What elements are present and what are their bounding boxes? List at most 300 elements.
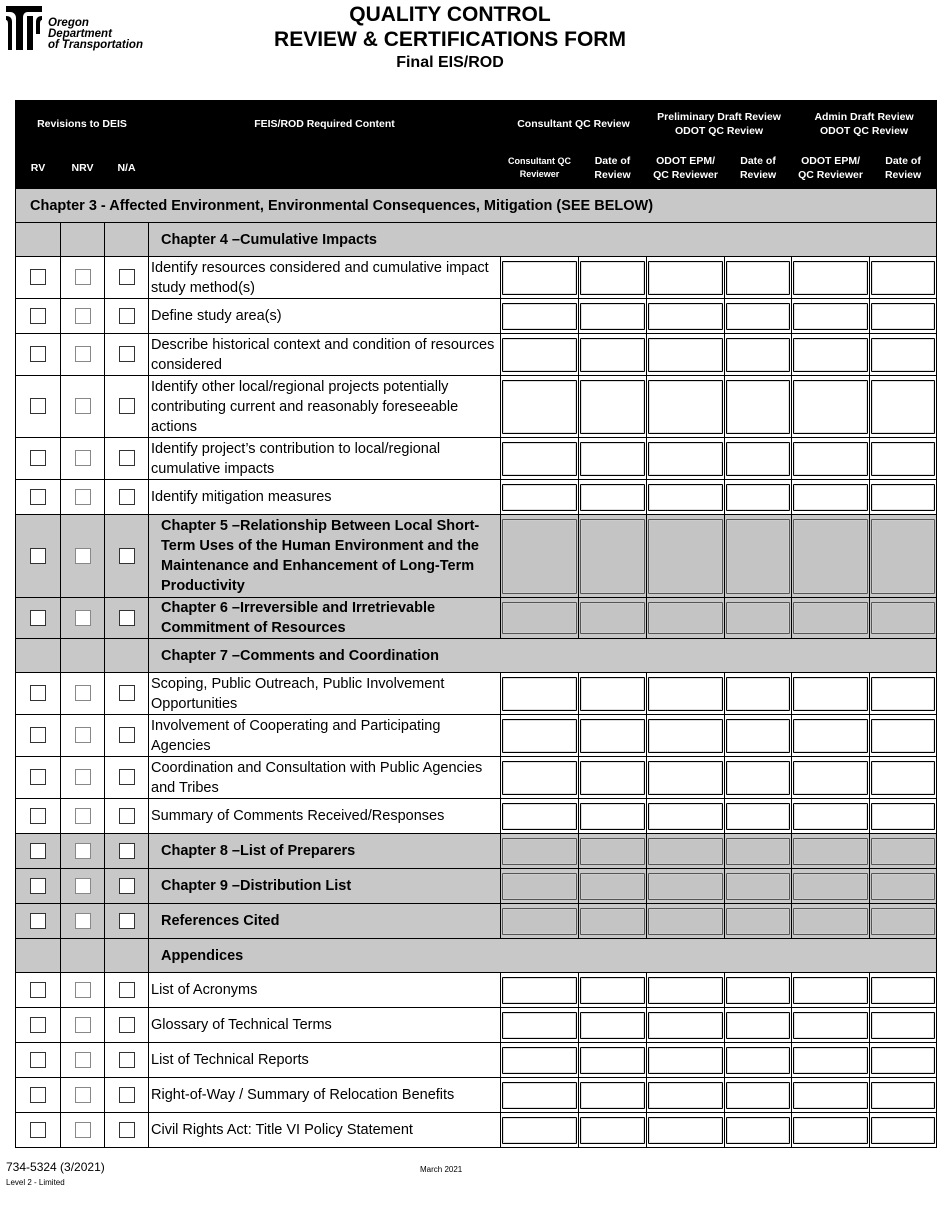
checkbox-cell [61,299,105,334]
rv-checkbox[interactable] [30,843,46,859]
review-cell [792,257,870,299]
prelim-reviewer-field[interactable] [648,303,723,330]
consultant-date-field[interactable] [580,261,645,295]
consultant-date-field[interactable] [580,1047,645,1074]
checkbox-cell [16,480,61,515]
content-item: Identify project’s contribution to local/regional cumulative impacts [149,438,501,480]
review-cell [501,299,579,334]
consultant-reviewer-header [501,148,579,189]
review-cell [647,515,725,598]
checkbox-cell [105,257,149,299]
chapter-3-heading: Chapter 3 - Affected Environment, Environmental Consequences, Mitigation (SEE BELOW) [16,189,937,223]
rv-checkbox[interactable] [30,982,46,998]
review-cell [501,438,579,480]
na-checkbox[interactable] [119,982,135,998]
na-checkbox[interactable] [119,610,135,626]
admin-reviewer-field[interactable] [793,1082,868,1109]
admin-date-field[interactable] [871,1117,935,1144]
prelim-date-field[interactable] [726,442,790,476]
admin-date-field[interactable] [871,1082,935,1109]
review-cell [792,1043,870,1078]
checkbox-cell [16,904,61,939]
prelim-reviewer-field[interactable] [648,442,723,476]
consultant-reviewer-field[interactable] [502,1047,577,1074]
empty-cell [105,223,149,257]
review-cell [870,904,937,939]
review-cell [579,1113,647,1148]
consultant-date-field[interactable] [580,803,645,830]
consultant-date-field[interactable] [580,442,645,476]
checkbox-cell [105,715,149,757]
review-cell [792,715,870,757]
rv-checkbox[interactable] [30,685,46,701]
review-cell [870,515,937,598]
nrv-checkbox[interactable] [75,769,91,785]
admin-reviewer-field[interactable] [793,261,868,295]
consultant-reviewer-field[interactable] [502,442,577,476]
rv-checkbox[interactable] [30,808,46,824]
na-checkbox[interactable] [119,1052,135,1068]
nrv-checkbox[interactable] [75,610,91,626]
consultant-date-field[interactable] [580,1012,645,1039]
prelim-date-field[interactable] [726,338,790,372]
content-row [16,757,937,799]
content-row [16,1113,937,1148]
content-row [16,299,937,334]
admin-reviewer-field[interactable] [793,977,868,1004]
review-cell [870,1043,937,1078]
odot-logo [4,4,44,52]
content-item: Scoping, Public Outreach, Public Involvement Opportunities [149,673,501,715]
rv-checkbox[interactable] [30,1017,46,1033]
review-cell [647,1043,725,1078]
nrv-checkbox[interactable] [75,1017,91,1033]
admin-date-field[interactable] [871,977,935,1004]
prelim-date-field [726,873,790,900]
review-cell [579,376,647,438]
admin-reviewer-field[interactable] [793,761,868,795]
admin-reviewer-field[interactable] [793,719,868,753]
prelim-reviewer-field[interactable] [648,338,723,372]
prelim-reviewer-field[interactable] [648,677,723,711]
checkbox-cell [61,334,105,376]
consultant-reviewer-field[interactable] [502,1117,577,1144]
rv-checkbox[interactable] [30,769,46,785]
na-checkbox[interactable] [119,346,135,362]
section-heading: Appendices [149,939,937,973]
content-item: Identify resources considered and cumulative impact study method(s) [149,257,501,299]
rv-checkbox[interactable] [30,548,46,564]
section-heading: Chapter 7 –Comments and Coordination [149,639,937,673]
review-cell [647,757,725,799]
admin-reviewer-field[interactable] [793,484,868,511]
nrv-checkbox[interactable] [75,913,91,929]
prelim-reviewer-field[interactable] [648,380,723,434]
consultant-date-field[interactable] [580,677,645,711]
content-item: List of Acronyms [149,973,501,1008]
review-cell [501,376,579,438]
checkbox-cell [105,1008,149,1043]
review-cell [579,834,647,869]
na-checkbox[interactable] [119,1017,135,1033]
review-cell [579,334,647,376]
nrv-checkbox[interactable] [75,1052,91,1068]
prelim-date-field[interactable] [726,380,790,434]
na-checkbox[interactable] [119,1122,135,1138]
content-row [16,257,937,299]
admin-date-field[interactable] [871,719,935,753]
review-cell [792,1078,870,1113]
admin-date-field[interactable] [871,677,935,711]
admin-reviewer-field[interactable] [793,1117,868,1144]
review-cell [501,515,579,598]
consultant-reviewer-field[interactable] [502,1012,577,1039]
prelim-date-field[interactable] [726,1082,790,1109]
nrv-checkbox[interactable] [75,685,91,701]
review-cell [501,1043,579,1078]
review-cell [870,438,937,480]
prelim-reviewer-field[interactable] [648,719,723,753]
nrv-checkbox[interactable] [75,346,91,362]
content-item: List of Technical Reports [149,1043,501,1078]
admin-reviewer-field[interactable] [793,303,868,330]
na-checkbox[interactable] [119,685,135,701]
chapter-row [16,869,937,904]
review-cell [579,1043,647,1078]
title-line-3: Final EIS/ROD [396,54,504,71]
admin-reviewer-field [793,873,868,900]
nrv-checkbox[interactable] [75,269,91,285]
review-cell [579,715,647,757]
admin-date-field[interactable] [871,442,935,476]
admin-reviewer-field[interactable] [793,442,868,476]
review-cell [501,598,579,639]
review-cell [579,757,647,799]
review-cell [725,480,792,515]
prelim-date-field [726,602,790,634]
na-checkbox[interactable] [119,808,135,824]
checkbox-cell [105,299,149,334]
rv-checkbox[interactable] [30,1052,46,1068]
admin-date-field [871,602,935,634]
prelim-date-field[interactable] [726,1012,790,1039]
chapter-heading: Chapter 5 –Relationship Between Local Short-Term Uses of the Human Environment and the Maintenance and Enhancement of Long-Term Productivity [149,515,501,598]
rv-checkbox[interactable] [30,450,46,466]
admin-reviewer-field[interactable] [793,338,868,372]
review-cell [792,673,870,715]
review-cell [647,299,725,334]
review-cell [647,799,725,834]
consultant-date-field[interactable] [580,303,645,330]
org-line-2: Department [48,28,112,40]
nrv-checkbox[interactable] [75,398,91,414]
nrv-header: NRV [61,148,105,189]
consultant-reviewer-field[interactable] [502,380,577,434]
admin-date-field[interactable] [871,761,935,795]
consultant-reviewer-field[interactable] [502,677,577,711]
empty-cell [16,223,61,257]
review-cell [870,799,937,834]
chapter-row [16,939,937,973]
checkbox-cell [16,973,61,1008]
date-line-1: Date of [885,155,921,167]
admin-date-field [871,519,935,594]
na-header: N/A [105,148,149,189]
review-cell [501,1008,579,1043]
consultant-date-field[interactable] [580,1117,645,1144]
consultant-date-field[interactable] [580,761,645,795]
admin-reviewer-field[interactable] [793,677,868,711]
nrv-checkbox[interactable] [75,982,91,998]
na-checkbox[interactable] [119,727,135,743]
prelim-date-field[interactable] [726,977,790,1004]
consultant-reviewer-field[interactable] [502,761,577,795]
na-checkbox[interactable] [119,489,135,505]
admin-date-field [871,908,935,935]
checkbox-cell [16,438,61,480]
checkbox-cell [16,334,61,376]
admin-date-field[interactable] [871,380,935,434]
consultant-date-field [580,908,645,935]
checkbox-cell [105,673,149,715]
consultant-reviewer-line-2: Reviewer [519,169,560,179]
consultant-date-field[interactable] [580,977,645,1004]
review-cell [725,334,792,376]
admin-reviewer-field [793,602,868,634]
rv-checkbox[interactable] [30,1087,46,1103]
nrv-checkbox[interactable] [75,308,91,324]
review-cell [870,1008,937,1043]
nrv-checkbox[interactable] [75,843,91,859]
admin-date-field[interactable] [871,303,935,330]
checkbox-cell [16,1043,61,1078]
na-checkbox[interactable] [119,769,135,785]
admin-date-field[interactable] [871,261,935,295]
qc-review-table [15,100,937,1148]
nrv-checkbox[interactable] [75,1122,91,1138]
consultant-reviewer-field[interactable] [502,261,577,295]
consultant-date-field [580,873,645,900]
review-cell [647,480,725,515]
consultant-reviewer-field[interactable] [502,1082,577,1109]
form-title [200,2,700,74]
admin-reviewer-field[interactable] [793,803,868,830]
review-cell [792,1008,870,1043]
prelim-reviewer-field[interactable] [648,761,723,795]
consultant-date-field[interactable] [580,380,645,434]
prelim-reviewer-field[interactable] [648,484,723,511]
prelim-date-field[interactable] [726,484,790,511]
admin-reviewer-field[interactable] [793,1047,868,1074]
review-cell [579,438,647,480]
rv-checkbox[interactable] [30,610,46,626]
prelim-date-field[interactable] [726,803,790,830]
review-cell [579,598,647,639]
review-cell [579,869,647,904]
review-cell [501,757,579,799]
empty-cell [16,939,61,973]
rv-checkbox[interactable] [30,1122,46,1138]
consultant-reviewer-field[interactable] [502,803,577,830]
na-checkbox[interactable] [119,1087,135,1103]
content-item: Right-of-Way / Summary of Relocation Benefits [149,1078,501,1113]
admin-date-field [871,873,935,900]
na-checkbox[interactable] [119,308,135,324]
checkbox-cell [61,376,105,438]
checkbox-cell [105,1078,149,1113]
review-cell [870,869,937,904]
admin-reviewer-field[interactable] [793,1012,868,1039]
checkbox-cell [61,973,105,1008]
content-item: Describe historical context and condition of resources considered [149,334,501,376]
rv-checkbox[interactable] [30,878,46,894]
consultant-date-field[interactable] [580,338,645,372]
rv-checkbox[interactable] [30,346,46,362]
na-checkbox[interactable] [119,843,135,859]
content-row [16,1043,937,1078]
nrv-checkbox[interactable] [75,727,91,743]
review-cell [579,1078,647,1113]
nrv-checkbox[interactable] [75,489,91,505]
consultant-reviewer-field[interactable] [502,719,577,753]
content-item: Involvement of Cooperating and Participating Agencies [149,715,501,757]
review-cell [792,973,870,1008]
checkbox-cell [16,757,61,799]
review-cell [579,299,647,334]
na-checkbox[interactable] [119,398,135,414]
consultant-date-header [579,148,647,189]
review-cell [579,257,647,299]
review-cell [647,973,725,1008]
review-cell [501,480,579,515]
consultant-date-field[interactable] [580,1082,645,1109]
prelim-reviewer-field[interactable] [648,1012,723,1039]
rv-checkbox[interactable] [30,269,46,285]
checkbox-cell [61,799,105,834]
chapter-row [16,515,937,598]
content-row [16,376,937,438]
checkbox-cell [105,799,149,834]
chapter-3-row [16,189,937,223]
rv-checkbox[interactable] [30,727,46,743]
content-item: Define study area(s) [149,299,501,334]
prelim-reviewer-field [648,908,723,935]
revisions-header: Revisions to DEIS [16,101,149,148]
rv-checkbox[interactable] [30,398,46,414]
review-cell [870,598,937,639]
review-cell [579,480,647,515]
prelim-date-field[interactable] [726,719,790,753]
admin-date-field[interactable] [871,1012,935,1039]
review-cell [501,973,579,1008]
prelim-date-field[interactable] [726,677,790,711]
rv-checkbox[interactable] [30,913,46,929]
admin-date-field[interactable] [871,484,935,511]
nrv-checkbox[interactable] [75,808,91,824]
content-item: Summary of Comments Received/Responses [149,799,501,834]
prelim-reviewer-field[interactable] [648,803,723,830]
content-row [16,973,937,1008]
review-cell [647,1113,725,1148]
prelim-date-field[interactable] [726,261,790,295]
nrv-checkbox[interactable] [75,1087,91,1103]
checkbox-cell [16,598,61,639]
chapter-row [16,223,937,257]
rv-checkbox[interactable] [30,489,46,505]
nrv-checkbox[interactable] [75,548,91,564]
header-row-2 [16,148,937,189]
checkbox-cell [16,376,61,438]
review-cell [725,598,792,639]
prelim-reviewer-field[interactable] [648,1047,723,1074]
nrv-checkbox[interactable] [75,878,91,894]
admin-date-field[interactable] [871,338,935,372]
checkbox-cell [16,1078,61,1113]
consultant-reviewer-field [502,908,577,935]
consultant-reviewer-line-1: Consultant QC [508,156,572,166]
review-cell [647,1078,725,1113]
consultant-date-field[interactable] [580,484,645,511]
na-checkbox[interactable] [119,269,135,285]
admin-date-header [870,148,937,189]
date-line-2: Review [739,169,777,181]
prelim-reviewer-field[interactable] [648,1082,723,1109]
consultant-date-field [580,602,645,634]
section-heading: Chapter 4 –Cumulative Impacts [149,223,937,257]
prelim-reviewer-field[interactable] [648,977,723,1004]
chapter-heading: Chapter 9 –Distribution List [149,869,501,904]
consultant-date-field[interactable] [580,719,645,753]
consultant-reviewer-field[interactable] [502,484,577,511]
content-item: Identify mitigation measures [149,480,501,515]
date-line-2: Review [594,169,631,181]
prelim-date-field[interactable] [726,303,790,330]
prelim-date-field[interactable] [726,1047,790,1074]
chapter-row [16,598,937,639]
checkbox-cell [61,757,105,799]
epm-line-1: ODOT EPM/ [656,155,715,167]
checkbox-cell [16,869,61,904]
review-cell [725,257,792,299]
rv-checkbox[interactable] [30,308,46,324]
prelim-reviewer-field[interactable] [648,1117,723,1144]
content-row [16,1008,937,1043]
prelim-date-field[interactable] [726,1117,790,1144]
review-cell [870,715,937,757]
checkbox-cell [105,1113,149,1148]
na-checkbox[interactable] [119,548,135,564]
review-cell [647,257,725,299]
prelim-date-field[interactable] [726,761,790,795]
admin-reviewer-field[interactable] [793,380,868,434]
na-checkbox[interactable] [119,450,135,466]
na-checkbox[interactable] [119,878,135,894]
na-checkbox[interactable] [119,913,135,929]
prelim-reviewer-field[interactable] [648,261,723,295]
consultant-reviewer-field[interactable] [502,338,577,372]
empty-cell [105,639,149,673]
nrv-checkbox[interactable] [75,450,91,466]
consultant-reviewer-field[interactable] [502,303,577,330]
review-cell [870,834,937,869]
review-cell [501,1078,579,1113]
review-cell [501,799,579,834]
checkbox-cell [105,834,149,869]
admin-date-field[interactable] [871,1047,935,1074]
admin-date-field[interactable] [871,803,935,830]
consultant-reviewer-field[interactable] [502,977,577,1004]
checkbox-cell [61,1043,105,1078]
